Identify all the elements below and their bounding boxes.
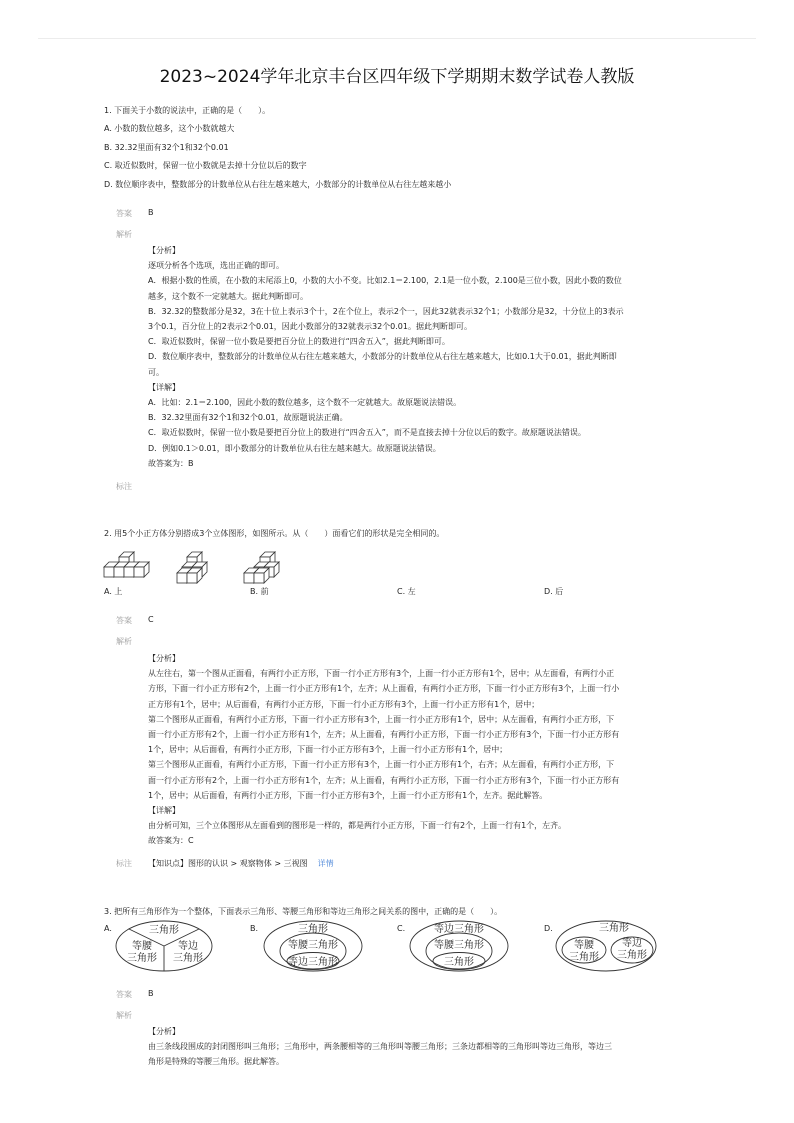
top-divider	[38, 38, 756, 39]
q2-option-b[interactable]: B. 前	[250, 587, 269, 596]
venn-a-equilateral: 等边	[178, 941, 198, 952]
venn-d-equilateral: 等边	[622, 938, 642, 949]
venn-d-triangle-2: 三角形	[617, 950, 647, 961]
q1-answer-label: 答案	[116, 209, 132, 218]
q1-option-b[interactable]: B. 32.32里面有32个1和32个0.01	[104, 142, 229, 152]
q3-option-c[interactable]: C.	[397, 924, 406, 933]
venn-a-triangle: 三角形	[149, 925, 179, 936]
q2-answer-value: C	[148, 615, 154, 624]
q1-analysis-label: 解析	[116, 230, 132, 239]
q2-stem: 2. 用5个小正方体分别搭成3个立体图形，如图所示。从（ ）面看它们的形状是完全相同的。	[104, 529, 445, 538]
q1-option-d[interactable]: D. 数位顺序表中，整数部分的计数单位从右往左越来越大，小数部分的计数单位从右往左越来越小	[104, 179, 452, 189]
q2-option-d[interactable]: D. 后	[544, 587, 564, 596]
q3-answer-value: B	[148, 989, 154, 998]
q2-tag-label: 标注	[116, 859, 132, 868]
q1-tag-label: 标注	[116, 482, 132, 491]
q2-answer-label: 答案	[116, 616, 132, 625]
q1-explanation: 【分析】 逐项分析各个选项，选出正确的即可。 A．根据小数的性质，在小数的末尾添上0，小数的大小不变。比如2.1＝2.100，2.1是一位小数，2.100是三位小数，因此小数的数位 越多，这个数不一定就越大。据此判断即可。 B．32.32的整数部分是32，3在十位上表示3个十，2在个位上，表示2个一，因此32就表示32个1；小数部分是32，十分位上的3表示 3个0.1，百分位上的2表示2个0.01，因此小数部分的32就表示32个0.01。据此判断即可。 C．取近似数时，保留一位小数是要把百分位上的数进行“四舍五入”，据此判断即可。 D．数位顺序表中，整数部分的计数单位从右往左越来越大，小数部分的计数单位从右往左越来越大，比如0.1大于0.01，据此判断即 可。 【详解】 A．比如：2.1＝2.100，因此小数的数位越多，这个数不一定就越大。故原题说法错误。 B．32.32里面有32个1和32个0.01，故原题说法正确。 C．取近似数时，保留一位小数是要把百分位上的数进行“四舍五入”，而不是直接去掉十分位以后的数字。故原题说法错误。 D．例如0.1＞0.01，即小数部分的计数单位从右往左越来越大。故原题说法错误。 故答案为：B	[148, 246, 624, 468]
venn-diagram-d	[552, 918, 660, 974]
venn-diagram-a	[112, 918, 216, 974]
venn-d-isosceles: 等腰	[574, 940, 594, 951]
venn-b-equilateral: 等边三角形	[288, 957, 338, 968]
venn-d-triangle: 三角形	[599, 923, 629, 934]
venn-a-triangle-2: 三角形	[173, 953, 203, 964]
q2-option-c[interactable]: C. 左	[397, 587, 416, 596]
venn-c-equilateral: 等边三角形	[434, 924, 484, 935]
cube-figure-1	[104, 552, 149, 577]
q3-option-a[interactable]: A.	[104, 924, 112, 933]
q2-option-a[interactable]: A. 上	[104, 587, 123, 596]
q2-analysis-label: 解析	[116, 637, 132, 646]
cube-figures	[100, 548, 300, 584]
venn-b-triangle: 三角形	[298, 924, 328, 935]
q1-answer-value: B	[148, 208, 154, 217]
venn-diagram-c	[406, 918, 512, 974]
venn-diagram-b	[260, 918, 366, 974]
q1-option-a[interactable]: A. 小数的数位越多，这个小数就越大	[104, 124, 235, 133]
q3-option-b[interactable]: B.	[250, 924, 259, 933]
q3-stem: 3. 把所有三角形作为一个整体，下面表示三角形、等腰三角形和等边三角形之间关系的图中，正确的是（ ）。	[104, 907, 503, 916]
q3-explanation: 【分析】 由三条线段围成的封闭图形叫三角形；三角形中，两条腰相等的三角形叫等腰三角形；三条边都相等的三角形叫等边三角形，等边三 角形是特殊的等腰三角形。据此解答。	[148, 1027, 612, 1067]
venn-d-triangle-1: 三角形	[569, 952, 599, 963]
q3-option-d[interactable]: D.	[544, 924, 553, 933]
venn-c-isosceles: 等腰三角形	[434, 940, 484, 951]
q2-knowledge-point: 【知识点】图形的认识 > 观察物体 > 三视图	[148, 859, 308, 868]
page-title: 2023~2024学年北京丰台区四年级下学期期末数学试卷人教版	[159, 67, 635, 87]
cube-figure-2	[177, 552, 207, 583]
cube-figure-3	[244, 552, 279, 583]
venn-b-isosceles: 等腰三角形	[288, 940, 338, 951]
q3-answer-label: 答案	[116, 990, 132, 999]
q2-detail-link[interactable]: 详情	[317, 859, 334, 868]
q3-analysis-label: 解析	[116, 1011, 132, 1020]
q1-option-c[interactable]: C. 取近似数时，保留一位小数就是去掉十分位以后的数字	[104, 161, 307, 170]
venn-a-isosceles: 等腰	[132, 941, 152, 952]
q2-tag	[148, 858, 334, 869]
venn-a-triangle-1: 三角形	[127, 953, 157, 964]
q1-stem: 1. 下面关于小数的说法中，正确的是（ ）。	[104, 106, 271, 115]
q2-explanation: 【分析】 从左往右，第一个图从正面看，有两行小正方形，下面一行小正方形有3个，上面一行小正方形有1个，居中；从左面看，有两行小正 方形，下面一行小正方形有2个，上面一行小正方形有1个，左齐；从上面看，有两行小正方形，下面一行小正方形有3个，上面一行小 正方形有1个，居中；从后面看，有两行小正方形，下面一行小正方形有3个，上面一行小正方形有1个，居中； 第二个图形从正面看，有两行小正方形，下面一行小正方形有3个，上面一行小正方形有1个，居中；从左面看，有两行小正方形，下 面一行小正方形有2个，上面一行小正方形有1个，左齐；从上面看，有两行小正方形，下面一行小正方形有3个，下面一行小正方形有 1个，居中；从后面看，有两行小正方形，下面一行小正方形有3个，上面一行小正方形有1个，居中； 第三个图形从正面看，有两行小正方形，下面一行小正方形有3个，上面一行小正方形有1个，右齐；从左面看，有两行小正方形，下 面一行小正方形有2个，上面一行小正方形有1个，左齐；从上面看，有两行小正方形，下面一行小正方形有3个，下面一行小正方形有 1个，居中；从后面看，有两行小正方形，下面一行小正方形有3个，上面一行小正方形有1个，左齐。据此解答。 【详解】 由分析可知，三个立体图形从左面看到的图形是一样的，都是两行小正方形，下面一行有2个，上面一行有1个，左齐。 故答案为：C	[148, 654, 620, 846]
venn-c-triangle: 三角形	[444, 957, 474, 968]
